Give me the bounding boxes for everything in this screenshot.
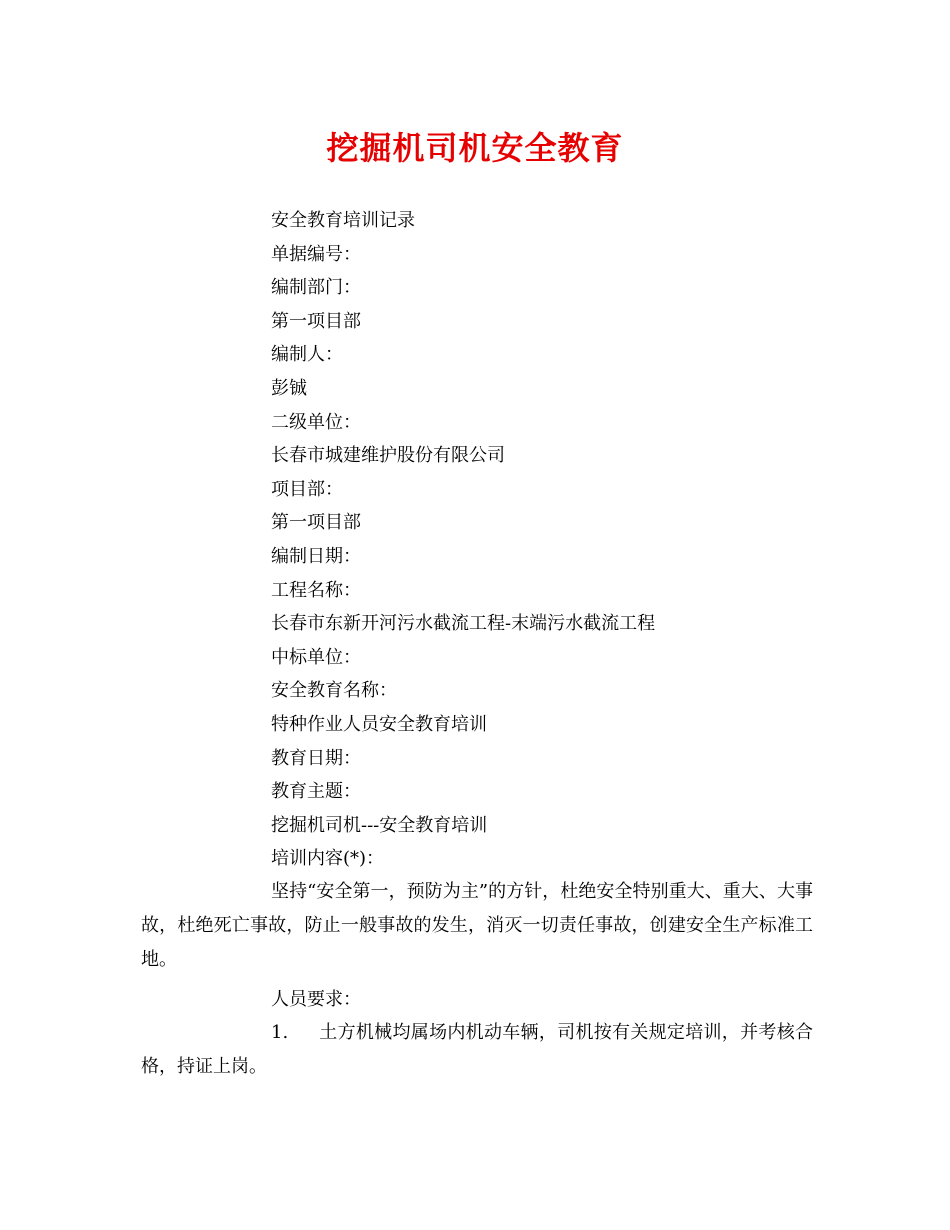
field-line: 长春市东新开河污水截流工程-末端污水截流工程	[271, 613, 656, 635]
field-line: 培训内容(*)：	[271, 848, 385, 870]
field-line: 二级单位：	[271, 411, 361, 433]
field-line: 特种作业人员安全教育培训	[271, 713, 487, 735]
record-fields	[271, 204, 831, 876]
field-line: 挖掘机司机---安全教育培训	[271, 814, 488, 836]
field-line: 项目部：	[271, 478, 343, 500]
field-line: 安全教育培训记录	[271, 210, 415, 231]
document-title: 挖掘机司机安全教育	[326, 129, 624, 167]
field-line: 彭铖	[271, 377, 307, 399]
requirement-number: 1.	[271, 1022, 289, 1043]
field-line: 长春市城建维护股份有限公司	[271, 445, 505, 467]
field-line: 编制人：	[271, 344, 343, 366]
field-line: 教育日期：	[271, 747, 361, 769]
field-line: 编制部门：	[271, 277, 361, 299]
principle-paragraph	[141, 875, 813, 977]
personnel-heading: 人员要求：	[271, 989, 361, 1010]
field-line: 第一项目部	[271, 512, 361, 534]
field-line: 单据编号：	[271, 243, 361, 265]
field-line: 工程名称：	[271, 579, 361, 601]
field-line: 编制日期：	[271, 545, 361, 567]
field-line: 第一项目部	[271, 310, 361, 332]
principle-text: 坚持“安全第一，预防为主”的方针，杜绝安全特别重大、重大、大事故，杜绝死亡事故，防止一般事故的发生，消灭一切责任事故，创建安全生产标准工地。	[141, 881, 813, 970]
field-line: 教育主题：	[271, 781, 361, 803]
field-line: 中标单位：	[271, 646, 361, 668]
requirement-item-1	[141, 1016, 813, 1084]
requirement-text: 土方机械均属场内机动车辆，司机按有关规定培训，并考核合格，持证上岗。	[141, 1022, 813, 1077]
field-line: 安全教育名称：	[271, 680, 397, 702]
